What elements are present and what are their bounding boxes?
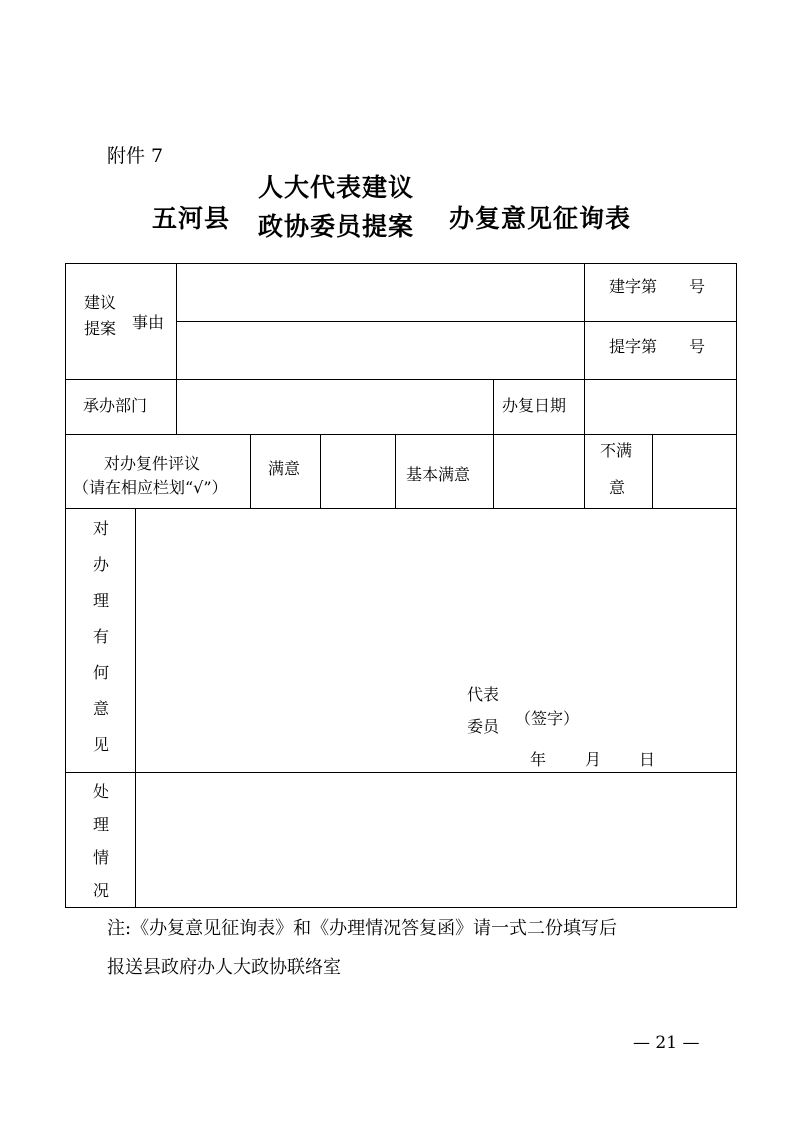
ti-number-field[interactable]: 提字第 号 <box>609 337 706 356</box>
reply-date-input[interactable] <box>585 380 736 434</box>
table-line <box>493 379 494 435</box>
subject-input-lower[interactable] <box>177 322 584 379</box>
unsatisfied-checkbox[interactable] <box>653 435 736 508</box>
date-month: 月 <box>585 750 602 769</box>
evaluation-label: 对办复件评议 <box>104 454 201 473</box>
signer-member: 委员 <box>467 717 500 736</box>
date-day: 日 <box>639 750 656 769</box>
proposal-label-2: 提案 <box>84 319 117 338</box>
title-suffix: 办复意见征询表 <box>449 204 632 233</box>
satisfied-label: 满意 <box>268 459 301 478</box>
department-label: 承办部门 <box>83 396 148 415</box>
subject-input-upper[interactable] <box>177 264 584 321</box>
table-line <box>395 434 396 509</box>
signature-field[interactable]: （签字） <box>515 709 580 728</box>
attachment-label: 附件 7 <box>107 145 164 167</box>
page-number: — 21 — <box>633 1033 700 1053</box>
satisfied-checkbox[interactable] <box>321 435 395 508</box>
table-border-right <box>736 263 737 908</box>
proposal-label-1: 建议 <box>84 293 117 312</box>
evaluation-hint: （请在相应栏划“√”） <box>73 478 228 497</box>
note-line-2: 报送县政府办人大政协联络室 <box>107 957 341 978</box>
table-border-left <box>65 263 66 908</box>
handling-input[interactable] <box>136 773 736 907</box>
department-input[interactable] <box>177 380 493 434</box>
table-line <box>584 434 585 509</box>
title-county: 五河县 <box>152 204 231 233</box>
subject-label: 事由 <box>132 313 165 332</box>
signer-representative: 代表 <box>467 685 500 704</box>
table-line <box>584 263 585 380</box>
reply-date-label: 办复日期 <box>502 396 567 415</box>
table-line <box>65 434 737 435</box>
note-line-1: 注:《办复意见征询表》和《办理情况答复函》请一式二份填写后 <box>107 918 618 939</box>
opinion-input[interactable] <box>136 509 736 679</box>
table-line <box>250 434 251 509</box>
basically-satisfied-label: 基本满意 <box>406 465 471 484</box>
unsatisfied-label-2: 意 <box>609 478 626 497</box>
opinion-label: 对 办 理 有 何 意 见 <box>92 519 109 754</box>
unsatisfied-label-1: 不满 <box>600 441 633 460</box>
title-line-top: 人大代表建议 <box>258 173 415 202</box>
basically-satisfied-checkbox[interactable] <box>494 435 584 508</box>
date-year: 年 <box>530 750 547 769</box>
jian-number-field[interactable]: 建字第 号 <box>609 277 706 296</box>
handling-label: 处 理 情 况 <box>92 782 109 900</box>
table-border-bottom <box>65 907 737 908</box>
title-line-bottom: 政协委员提案 <box>258 212 415 241</box>
